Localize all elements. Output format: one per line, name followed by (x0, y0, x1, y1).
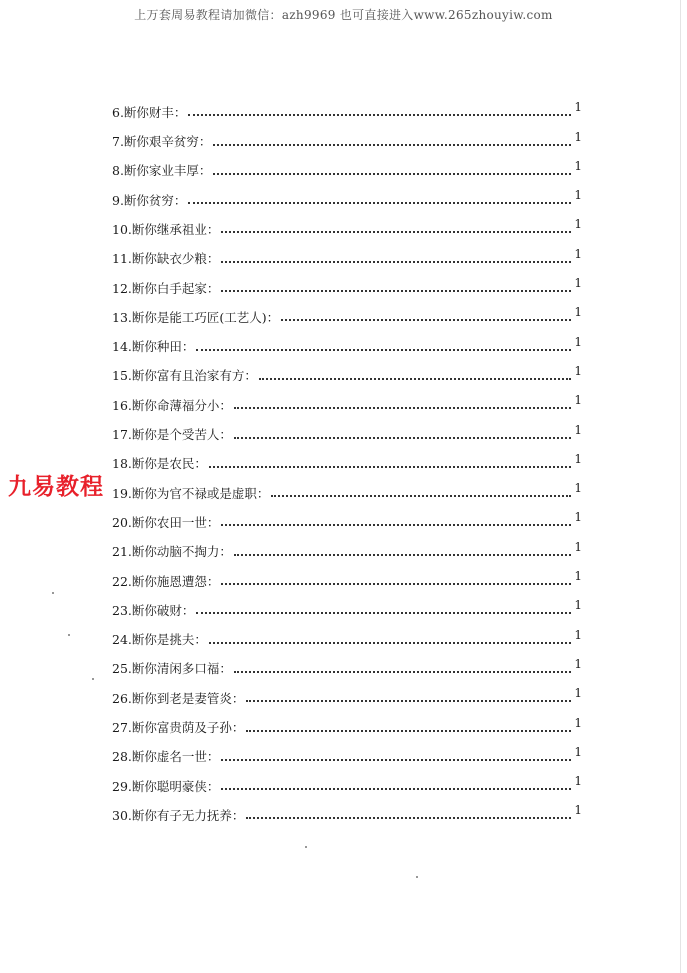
toc-entry-label: 21.断你动脑不掏力： (112, 544, 232, 560)
toc-entry (112, 268, 582, 297)
toc-entry (112, 180, 582, 209)
toc-entry-label: 10.断你继承祖业： (112, 221, 220, 237)
toc-entry-label: 7.断你艰辛贫穷： (112, 134, 212, 150)
watermark-logo: 九易教程 (8, 474, 104, 500)
toc-entry-page-number: 1 (574, 803, 582, 818)
toc-entry (112, 766, 582, 795)
scan-speck (416, 876, 418, 878)
toc-entry (112, 590, 582, 619)
toc-entry (112, 151, 582, 180)
toc-entry-page-number: 1 (574, 686, 582, 701)
toc-entry (112, 356, 582, 385)
toc-entry-page-number: 1 (574, 217, 582, 232)
toc-entry-label: 29.断你聪明豪侠： (112, 778, 220, 794)
toc-entry-page-number: 1 (574, 744, 582, 759)
scan-speck (92, 678, 94, 680)
toc-entry (112, 707, 582, 736)
toc-entry-page-number: 1 (574, 656, 582, 671)
dot-leader (209, 642, 571, 644)
toc-entry-label: 22.断你施恩遭怨： (112, 573, 220, 589)
dot-leader (213, 173, 571, 175)
dot-leader (213, 144, 571, 146)
dot-leader (221, 759, 571, 761)
scan-speck (68, 634, 70, 636)
toc-entry-label: 26.断你到老是妻管炎： (112, 690, 245, 706)
toc-entry-label: 24.断你是挑夫： (112, 632, 207, 648)
dot-leader (196, 349, 571, 351)
toc-entry-label: 14.断你种田： (112, 339, 195, 355)
toc-entry (112, 795, 582, 824)
toc-entry-page-number: 1 (574, 627, 582, 642)
toc-entry-page-number: 1 (574, 246, 582, 261)
toc-entry-label: 12.断你白手起家： (112, 280, 220, 296)
page-header: 上万套周易教程请加微信：azh9969 也可直接进入www.265zhouyiw.com (134, 8, 553, 22)
toc-entry (112, 737, 582, 766)
toc-entry-label: 25.断你清闲多口福： (112, 661, 232, 677)
toc-entry-label: 9.断你贫穷： (112, 192, 187, 208)
toc-entry (112, 385, 582, 414)
scan-speck (52, 592, 54, 594)
page-edge-line (680, 0, 681, 973)
dot-leader (221, 524, 571, 526)
toc-entry-page-number: 1 (574, 774, 582, 789)
toc-entry-label: 17.断你是个受苦人： (112, 427, 232, 443)
toc-entry-page-number: 1 (574, 510, 582, 525)
toc-entry (112, 473, 582, 502)
toc-entry-page-number: 1 (574, 100, 582, 115)
toc-entry-page-number: 1 (574, 188, 582, 203)
toc-entry-label: 20.断你农田一世： (112, 514, 220, 530)
toc-entry-page-number: 1 (574, 539, 582, 554)
toc-entry (112, 414, 582, 443)
toc-entry (112, 502, 582, 531)
toc-entry (112, 561, 582, 590)
toc-entry-label: 28.断你虚名一世： (112, 749, 220, 765)
dot-leader (234, 437, 571, 439)
dot-leader (188, 114, 571, 116)
toc-entry (112, 92, 582, 121)
dot-leader (259, 378, 571, 380)
toc-entry-page-number: 1 (574, 598, 582, 613)
dot-leader (196, 612, 571, 614)
toc-entry-label: 18.断你是农民： (112, 456, 207, 472)
toc-entry (112, 121, 582, 150)
toc-entry-label: 6.断你财丰： (112, 104, 187, 120)
toc-entry-page-number: 1 (574, 158, 582, 173)
dot-leader (246, 817, 571, 819)
toc-entry-page-number: 1 (574, 715, 582, 730)
toc-entry-label: 15.断你富有且治家有方： (112, 368, 257, 384)
toc-entry (112, 444, 582, 473)
toc-entry-page-number: 1 (574, 569, 582, 584)
toc-entry (112, 297, 582, 326)
dot-leader (221, 290, 571, 292)
toc-entry (112, 531, 582, 560)
dot-leader (234, 554, 571, 556)
dot-leader (221, 788, 571, 790)
toc-entry (112, 209, 582, 238)
toc-entry-page-number: 1 (574, 451, 582, 466)
dot-leader (209, 466, 571, 468)
toc-entry-page-number: 1 (574, 422, 582, 437)
toc-entry (112, 678, 582, 707)
toc-entry-page-number: 1 (574, 276, 582, 291)
toc-entry-page-number: 1 (574, 393, 582, 408)
dot-leader (221, 231, 571, 233)
toc-entry-page-number: 1 (574, 481, 582, 496)
dot-leader (234, 671, 571, 673)
dot-leader (188, 202, 571, 204)
dot-leader (246, 700, 571, 702)
toc-entry-label: 19.断你为官不禄或是虚职： (112, 485, 270, 501)
dot-leader (234, 407, 571, 409)
toc-entry (112, 649, 582, 678)
toc-entry (112, 238, 582, 267)
dot-leader (221, 261, 571, 263)
table-of-contents (112, 92, 582, 824)
toc-entry-label: 13.断你是能工巧匠(工艺人)： (112, 309, 280, 325)
dot-leader (221, 583, 571, 585)
toc-entry (112, 326, 582, 355)
dot-leader (246, 730, 571, 732)
toc-entry-label: 30.断你有子无力抚养： (112, 807, 245, 823)
toc-entry-page-number: 1 (574, 363, 582, 378)
toc-entry (112, 619, 582, 648)
toc-entry-label: 27.断你富贵荫及子孙： (112, 720, 245, 736)
toc-entry-page-number: 1 (574, 305, 582, 320)
toc-entry-page-number: 1 (574, 334, 582, 349)
scan-speck (305, 846, 307, 848)
toc-entry-label: 16.断你命薄福分小： (112, 397, 232, 413)
dot-leader (281, 319, 571, 321)
dot-leader (271, 495, 571, 497)
toc-entry-label: 11.断你缺衣少粮： (112, 251, 220, 267)
toc-entry-page-number: 1 (574, 129, 582, 144)
toc-entry-label: 23.断你破财： (112, 602, 195, 618)
toc-entry-label: 8.断你家业丰厚： (112, 163, 212, 179)
